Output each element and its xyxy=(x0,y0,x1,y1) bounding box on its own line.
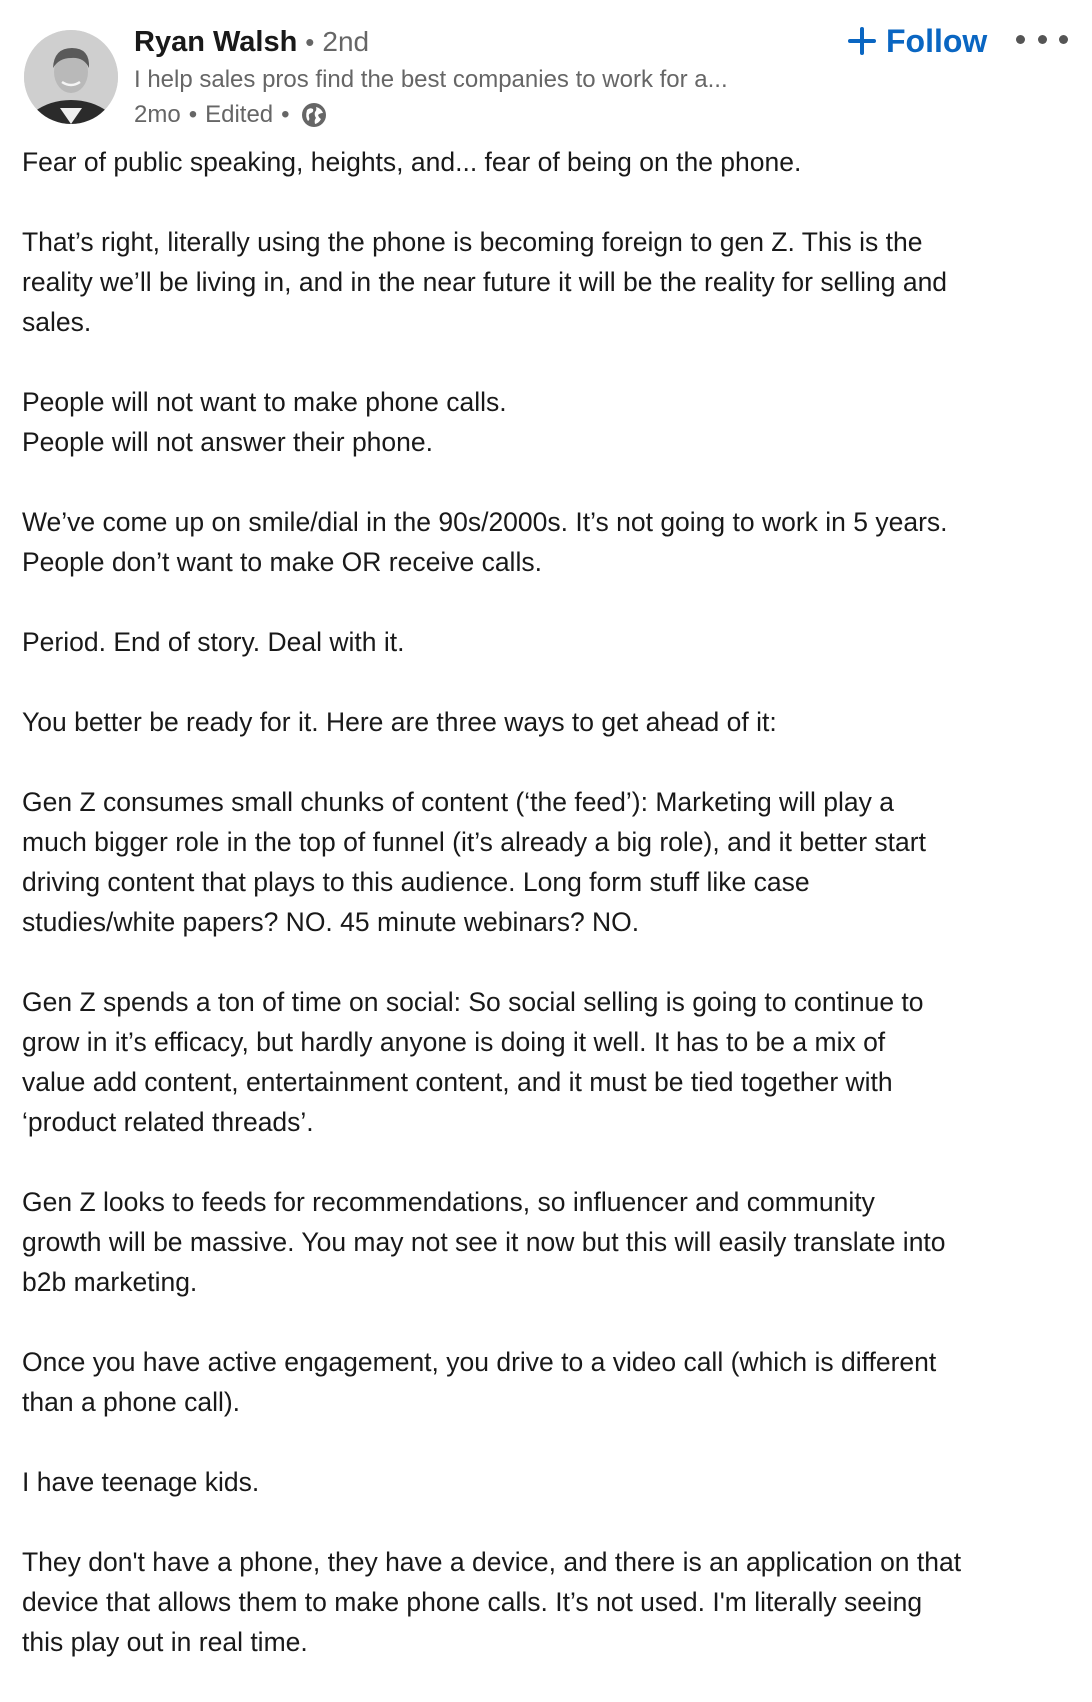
meta-separator: • xyxy=(188,101,198,128)
post-text-line: sales. xyxy=(22,307,92,337)
post-text-line: much bigger role in the top of funnel (it’s already a big role), and it better start xyxy=(22,827,926,857)
post-text-line: They don't have a phone, they have a device, and there is an application on that xyxy=(22,1547,962,1577)
follow-label: Follow xyxy=(886,22,988,59)
post-meta xyxy=(134,98,834,132)
post-text-line: b2b marketing. xyxy=(22,1267,198,1297)
post-text-line: Gen Z spends a ton of time on social: So social selling is going to continue to xyxy=(22,987,924,1017)
degree-separator: • xyxy=(305,27,315,57)
post-paragraph xyxy=(22,382,1062,462)
post-text-line: Gen Z consumes small chunks of content (‘the feed’): Marketing will play a xyxy=(22,787,894,817)
globe-icon xyxy=(300,101,328,129)
post-text-line: value add content, entertainment content, and it must be tied together with xyxy=(22,1067,893,1097)
post-text-line: People don’t want to make OR receive calls. xyxy=(22,547,542,577)
post-text-line: Fear of public speaking, heights, and... fear of being on the phone. xyxy=(22,147,802,177)
post-time[interactable]: 2mo xyxy=(134,101,181,128)
profile-photo-icon xyxy=(24,30,118,124)
more-options-icon-dot xyxy=(1059,35,1068,44)
author-name[interactable]: Ryan Walsh xyxy=(134,26,298,58)
follow-button[interactable] xyxy=(848,18,987,64)
post-paragraph xyxy=(22,1462,1062,1502)
post-header xyxy=(0,0,1092,140)
post-text-line: than a phone call). xyxy=(22,1387,241,1417)
post-text-line: Period. End of story. Deal with it. xyxy=(22,627,405,657)
post-text-line: reality we’ll be living in, and in the near future it will be the reality for selling and xyxy=(22,267,948,297)
post-text-line: People will not answer their phone. xyxy=(22,427,433,457)
post-text-line: That’s right, literally using the phone is becoming foreign to gen Z. This is the xyxy=(22,227,923,257)
connection-degree: 2nd xyxy=(322,26,370,57)
post-paragraph xyxy=(22,782,1062,942)
more-options-icon-dot xyxy=(1016,35,1025,44)
post-text-line: device that allows them to make phone calls. It’s not used. I'm literally seeing xyxy=(22,1587,923,1617)
post-text-line: People will not want to make phone calls. xyxy=(22,387,507,417)
post-text-line: I have teenage kids. xyxy=(22,1467,260,1497)
post-paragraph xyxy=(22,1182,1062,1302)
post-text-line: studies/white papers? NO. 45 minute webinars? NO. xyxy=(22,907,640,937)
post-text-line: Gen Z looks to feeds for recommendations, so influencer and community xyxy=(22,1187,875,1217)
post-paragraph xyxy=(22,502,1062,582)
more-options-button[interactable] xyxy=(1016,28,1068,50)
author-info xyxy=(134,26,834,132)
post-text-line: growth will be massive. You may not see it now but this will easily translate into xyxy=(22,1227,946,1257)
author-headline[interactable]: I help sales pros find the best companies to work for a... xyxy=(134,66,728,93)
more-options-icon-dot xyxy=(1038,35,1047,44)
post-text-line: driving content that plays to this audience. Long form stuff like case xyxy=(22,867,810,897)
post-text-line: Once you have active engagement, you drive to a video call (which is different xyxy=(22,1347,937,1377)
post-body xyxy=(22,142,1062,1702)
author-avatar[interactable] xyxy=(24,30,118,124)
author-name-row xyxy=(134,26,834,62)
post-paragraph xyxy=(22,1542,1062,1662)
edited-label: Edited xyxy=(205,101,274,128)
post-paragraph xyxy=(22,142,1062,182)
post-paragraph xyxy=(22,982,1062,1142)
plus-icon xyxy=(848,27,876,55)
post-text-line: ‘product related threads’. xyxy=(22,1107,314,1137)
meta-separator: • xyxy=(281,101,290,128)
post-text-line: You better be ready for it. Here are three ways to get ahead of it: xyxy=(22,707,777,737)
post-text-line: We’ve come up on smile/dial in the 90s/2000s. It’s not going to work in 5 years. xyxy=(22,507,948,537)
post-paragraph xyxy=(22,222,1062,342)
post-text-line: grow in it’s efficacy, but hardly anyone is doing it well. It has to be a mix of xyxy=(22,1027,886,1057)
post-paragraph xyxy=(22,702,1062,742)
post-text-line: this play out in real time. xyxy=(22,1627,308,1657)
post-paragraph xyxy=(22,622,1062,662)
post-paragraph xyxy=(22,1342,1062,1422)
